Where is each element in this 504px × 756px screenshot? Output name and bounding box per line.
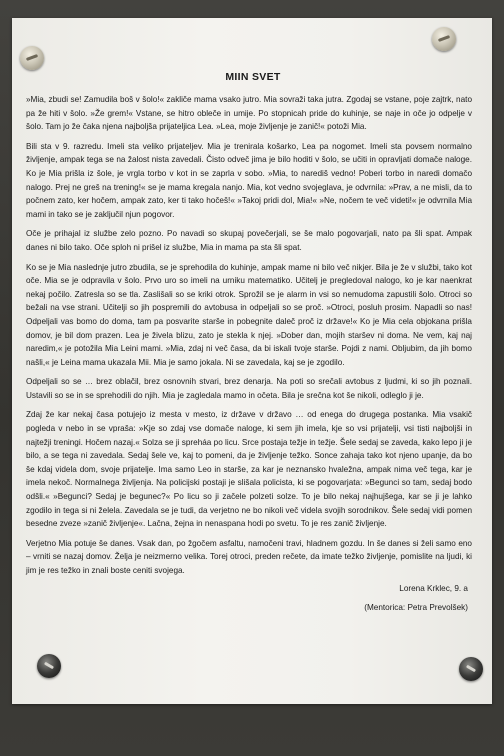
mentor-note: (Mentorica: Petra Prevolšek) <box>364 603 468 613</box>
thumbtack-icon <box>432 27 456 51</box>
thumbtack-icon <box>20 46 44 70</box>
thumbtack-icon <box>37 654 61 678</box>
paragraph: Odpeljali so se … brez oblačil, brez osnovnih stvari, brez denarja. Na poti so srečali avtobus z ljudmi, ki so jih poznali. Ustavili so se in se sprehodili do njih. Mia je zagledala mamo in očeta. Bila je srečna kot še nikoli, odleglo ji je. <box>26 377 472 400</box>
paragraph: »Mia, zbudi se! Zamudila boš v šolo!« zakliče mama vsako jutro. Mia sovraži taka jutra. Zgodaj se vstane, poje zajtrk, nato pa že hiti v šolo. »Že grem!« Vstane, se hitro obleče in umije. Po stopnicah pride do kuhinje, se naje in oče jo odpelje v šolo. Tam jo že čaka njena najboljša prijateljica Lea. »Lea, moje življenje je zanič!« potoži Mia. <box>26 95 472 132</box>
paragraph: Ko se je Mia naslednje jutro zbudila, se je sprehodila do kuhinje, ampak mame ni bilo več nikjer. Bila je že v službi, tako kot oče. Mia se je odpravila v šolo. Prvo uro so imeli na urniku matematiko. Učitelj je pregledoval nalogo, ko je kar naenkrat nekaj počilo. Zatresla so se tla. Zaslišali so se kriki otrok. Sprožil se je alarm in vsi so nemudoma zapustili šolo. Otroci so bežali na vse strani. Učitelji so jih pospremili do avtobusa in odpeljali so se proč. »Otroci, posluh prosim. Napadli so nas! Odpeljali vas bomo do doma, tam pa posvarite starše in pobegnite daleč proč iz države!« Ko je Mia cela objokana prišla domov, je bil dom prazen. Lea je živela blizu, zato je stekla k njej. »Dober dan, mojih staršev ni doma. Ne vem, kaj naj naredim,« je potožila Mia Leini mami. »Mia, zdaj ni več časa, da bi iskali tvoje starše. Pojdi z nami. Obljubim, da jih bomo našli,« je Leina mama ukazala Mii. Mia je samo jokala. Ni se zavedala, kaj se je zgodilo. <box>26 262 472 367</box>
paragraph: Zdaj že kar nekaj časa potujejo iz mesta v mesto, iz države v državo … od enega do drugega postanka. Mia vsakič pogleda v nebo in se vpraša: »Kje so zdaj vse domače naloge, ki sem jih imela, kje so vsi prijatelji, vsi tisti najboljši in najtežji treningi. Hočem nazaj.« Solza se ji spreháa po licu. Srce postaja težje in težje. Šele sedaj se zaveda, kako lepo ji je bilo, a se tega ni zavedala. Sedaj šele ve, kaj to pomeni, da je življenje težko. Sonce zahaja tako kot njeno upanje, da bo še kdaj videla dom, svoje prijatelje. Ima samo Leo in starše, za kar je neznansko hvaležna, ampak nima več tega, kar je imela nekoč. Normalnega življenja. Na policijski postaji je slišala policista, ki se pogovarjata: »Begunci so tam, sedaj bodo odšli.« »Begunci? Sedaj je begunec?« Po licu so ji začele polzeti solze. To je bilo nekaj najhujšega, kar se ji je lahko zgodilo in tega si ni želela. Zavedala se je tudi, da verjetno ne bo nikoli več videla svojih sorodnikov. Šele sedaj vidi pomen besedne zveze »zanič življenje«. Lačna, žejna in nenaspana hodi po svetu. To je res zanič življenje. <box>26 410 472 529</box>
thumbtack-icon <box>459 657 483 681</box>
story-text <box>26 70 472 615</box>
story-title: MIIN SVET <box>225 71 281 83</box>
paragraph: Oče je prihajal iz službe zelo pozno. Po navadi so skupaj povečerjali, se še malo pogovarjali, nato pa šli spat. Ampak danes ni bilo tako. Oče sploh ni prišel iz službe, Mia in mama pa sta šli spat. <box>26 229 472 252</box>
paragraph: Bili sta v 9. razredu. Imeli sta veliko prijateljev. Mia je trenirala košarko, Lea pa nogomet. Imeli sta povsem normalno življenje, ampak tega se na žalost nista zavedali. Čisto odveč jima je bilo hoditi v šolo, se učiti in opravljati domače naloge. Ko je Mia prišla iz šole, je vrgla torbo v kot in se zaprla v sobo. »Mia, to narediš vedno! Poberi torbo in naredi domačo nalogo. Prej ne greš na trening!« se je mama kregala nanjo. Mia, kot vedno svojeglava, je odvrnila: »Prav, a ne misli, da to počnem zato, ker hočem, ampak zato, ker ti tako hočeš!« »Takoj pridi dol, Mia!« »Ne, nočem te več videti!« je odvrnila Mia mami in tako se je zaključil njun pogovor. <box>26 141 472 219</box>
author-signature: Lorena Krklec, 9. a <box>399 583 468 593</box>
paragraph: Verjetno Mia potuje še danes. Vsak dan, po žgočem asfaltu, namočeni travi, hladnem gozdu. In še danes si želi samo eno – vrniti se nazaj domov. Želja je neizmerno velika. Torej otroci, preden rečete, da imate težko življenje, pomislite na ljudi, ki jim je res težko in znali boste ceniti svojega. <box>26 538 472 575</box>
